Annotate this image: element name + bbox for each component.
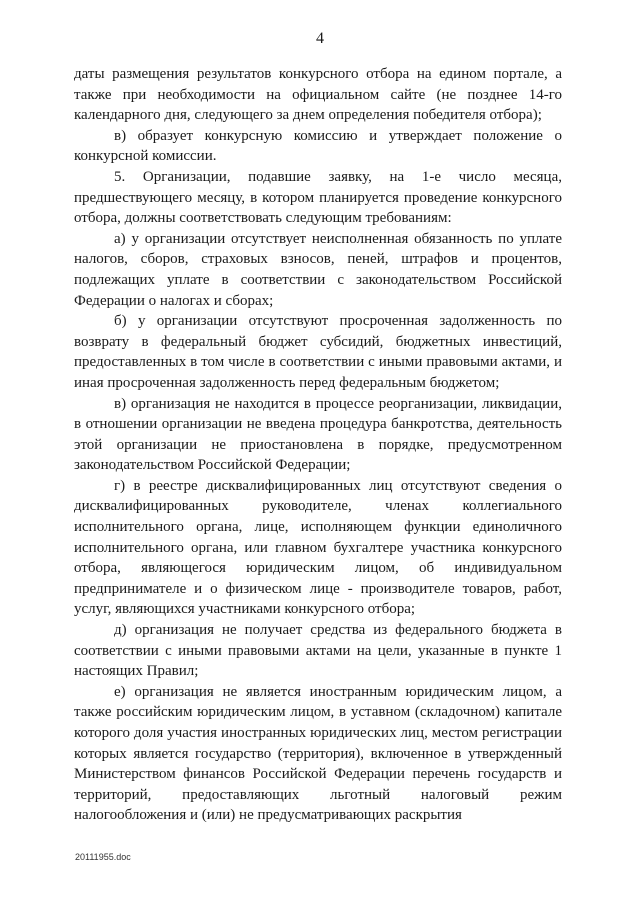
- paragraph-commission: в) образует конкурсную комиссию и утверждает положение о конкурсной комиссии.: [74, 127, 562, 165]
- paragraph-requirement-e: е) организация не является иностранным юридическим лицом, а также российским юридическим лицом, в уставном (складочном) капитале которого доля участия иностранных юридических лиц, местом регистрации которых является государство (территория), включенное в утвержденный Министерством финансов Российской Федерации перечень государств и территорий, предоставляющих льготный налоговый режим налогообложения и (или) не предусматривающих раскрытия: [74, 683, 562, 824]
- page-number: 4: [316, 30, 324, 47]
- paragraph-requirement-g: г) в реестре дисквалифицированных лиц отсутствуют сведения о дисквалифицированных руководителе, членах коллегиального исполнительного органа, лице, исполняющем функции единоличного исполнительного органа, или главном бухгалтере участника конкурсного отбора, являющегося юридическим лицом, об индивидуальном предпринимателе и о физическом лице - производителе товаров, работ, услуг, являющихся участниками конкурсного отбора;: [74, 477, 562, 618]
- paragraph-requirement-b: б) у организации отсутствуют просроченная задолженность по возврату в федеральный бюджет субсидий, бюджетных инвестиций, предоставленных в том числе в соответствии с иными правовыми актами, и иная просроченная задолженность перед федеральным бюджетом;: [74, 313, 562, 391]
- paragraph-requirement-a: а) у организации отсутствует неисполненная обязанность по уплате налогов, сборов, страховых взносов, пеней, штрафов и процентов, подлежащих уплате в соответствии с законодательством Российской Федерации о налогах и сборах;: [74, 230, 562, 309]
- paragraph-requirement-v: в) организация не находится в процессе реорганизации, ликвидации, в отношении организации не введена процедура банкротства, деятельность этой организации не приостановлена в порядке, предусмотренном законодательством Российской Федерации;: [74, 395, 562, 474]
- paragraph-requirement-d: д) организация не получает средства из федерального бюджета в соответствии с иными правовыми актами на цели, указанные в пункте 1 настоящих Правил;: [74, 622, 562, 680]
- paragraph-requirements-intro: 5. Организации, подавшие заявку, на 1-е число месяца, предшествующего месяцу, в котором планируется проведение конкурсного отбора, должны соответствовать следующим требованиям:: [74, 168, 562, 227]
- document-body: [74, 64, 562, 826]
- document-filename: 20111955.doc: [75, 852, 131, 862]
- paragraph-dates: даты размещения результатов конкурсного отбора на едином портале, а также при необходимости на официальном сайте (не позднее 14-го календарного дня, следующего за днем определения победителя отбора);: [74, 66, 562, 124]
